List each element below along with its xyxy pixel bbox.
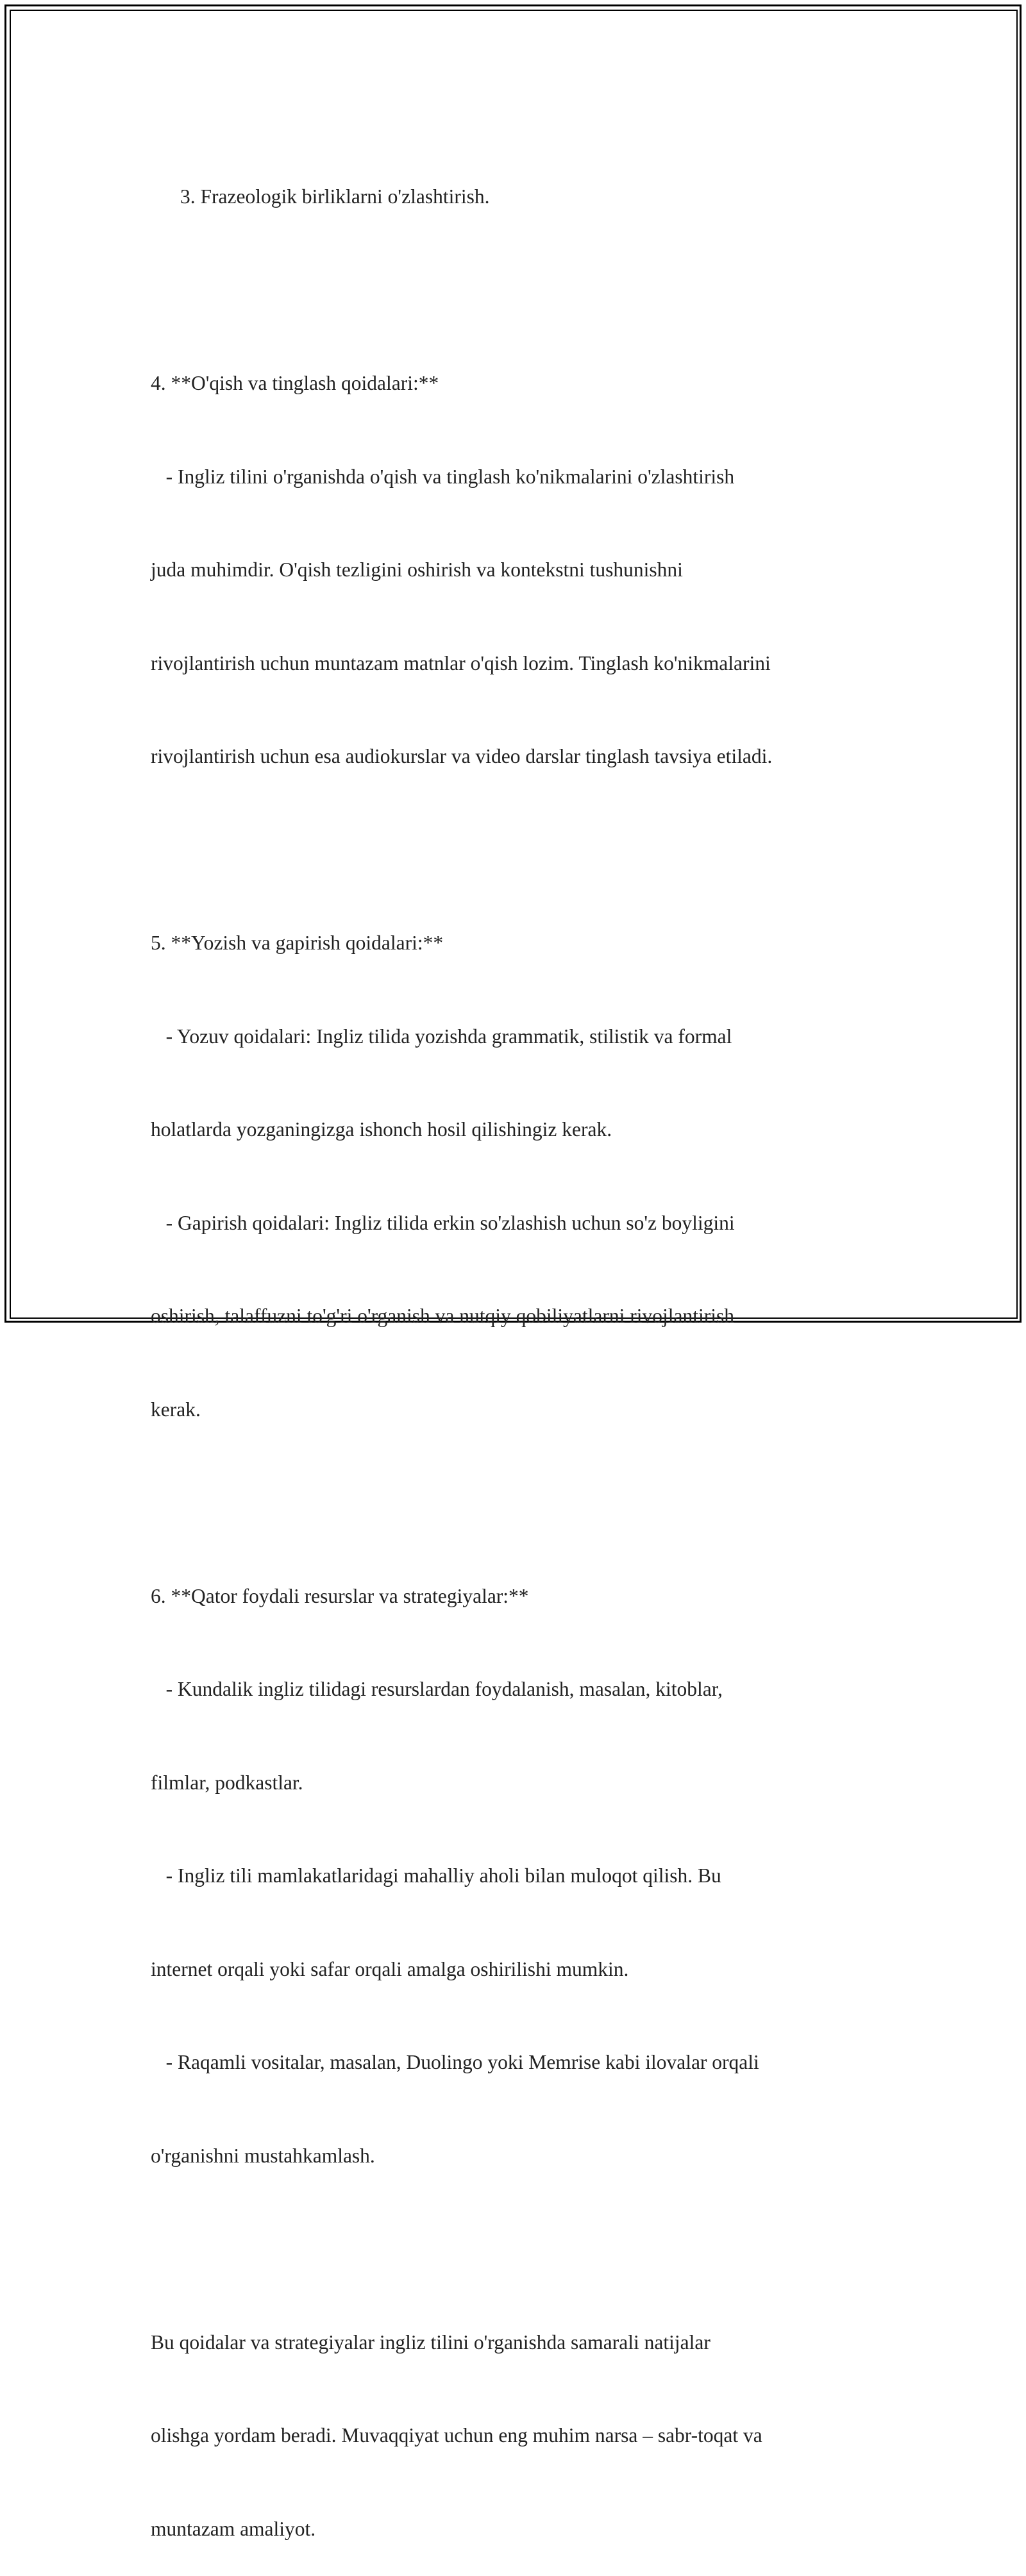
paragraph-line: - Yozuv qoidalari: Ingliz tilida yozishda grammatik, stilistik va formal — [151, 1025, 732, 1048]
blank-line — [151, 275, 882, 306]
paragraph-line: internet orqali yoki safar orqali amalga oshirilishi mumkin. — [151, 1957, 629, 1980]
paragraph-line: - Kundalik ingliz tilidagi resurslardan foydalanish, masalan, kitoblar, — [151, 1678, 723, 1700]
closing-paragraph-line: Bu qoidalar va strategiyalar ingliz tilini o'rganishda samarali natijalar — [151, 2330, 711, 2354]
paragraph-line: holatlarda yozganingizga ishonch hosil qilishingiz kerak. — [151, 1118, 612, 1141]
blank-line — [151, 1487, 882, 1519]
section-heading-4: 4. **O'qish va tinglash qoidalari:** — [151, 372, 439, 394]
paragraph-line: rivojlantirish uchun muntazam matnlar o'qish lozim. Tinglash ko'nikmalarini — [151, 651, 771, 674]
section-heading-6: 6. **Qator foydali resurslar va strategiyalar:** — [151, 1584, 529, 1607]
paragraph-line: kerak. — [151, 1398, 201, 1421]
document-body — [151, 119, 882, 2576]
paragraph-line: - Raqamli vositalar, masalan, Duolingo yoki Memrise kabi ilovalar orqali — [151, 2051, 759, 2073]
closing-paragraph-line: muntazam amaliyot. — [151, 2517, 316, 2540]
list-item-3: 3. Frazeologik birliklarni o'zlashtirish. — [180, 185, 490, 208]
blank-line — [151, 835, 882, 866]
paragraph-line: rivojlantirish uchun esa audiokurslar va video darslar tinglash tavsiya etiladi. — [151, 745, 773, 767]
paragraph-line: oshirish, talaffuzni to'g'ri o'rganish va nutqiy qobiliyatlarni rivojlantirish — [151, 1305, 734, 1327]
blank-line — [151, 2234, 882, 2265]
paragraph-line: juda muhimdir. O'qish tezligini oshirish va kontekstni tushunishni — [151, 558, 683, 581]
section-heading-5: 5. **Yozish va gapirish qoidalari:** — [151, 932, 444, 954]
paragraph-line: - Ingliz tilini o'rganishda o'qish va tinglash ko'nikmalarini o'zlashtirish — [151, 465, 735, 488]
paragraph-line: o'rganishni mustahkamlash. — [151, 2144, 375, 2167]
paragraph-line: - Ingliz tili mamlakatlaridagi mahalliy aholi bilan muloqot qilish. Bu — [151, 1864, 721, 1887]
paragraph-line: filmlar, podkastlar. — [151, 1771, 303, 1794]
closing-paragraph-line: olishga yordam beradi. Muvaqqiyat uchun eng muhim narsa – sabr-toqat va — [151, 2424, 762, 2446]
paragraph-line: - Gapirish qoidalari: Ingliz tilida erkin so'zlashish uchun so'z boyligini — [151, 1211, 735, 1234]
